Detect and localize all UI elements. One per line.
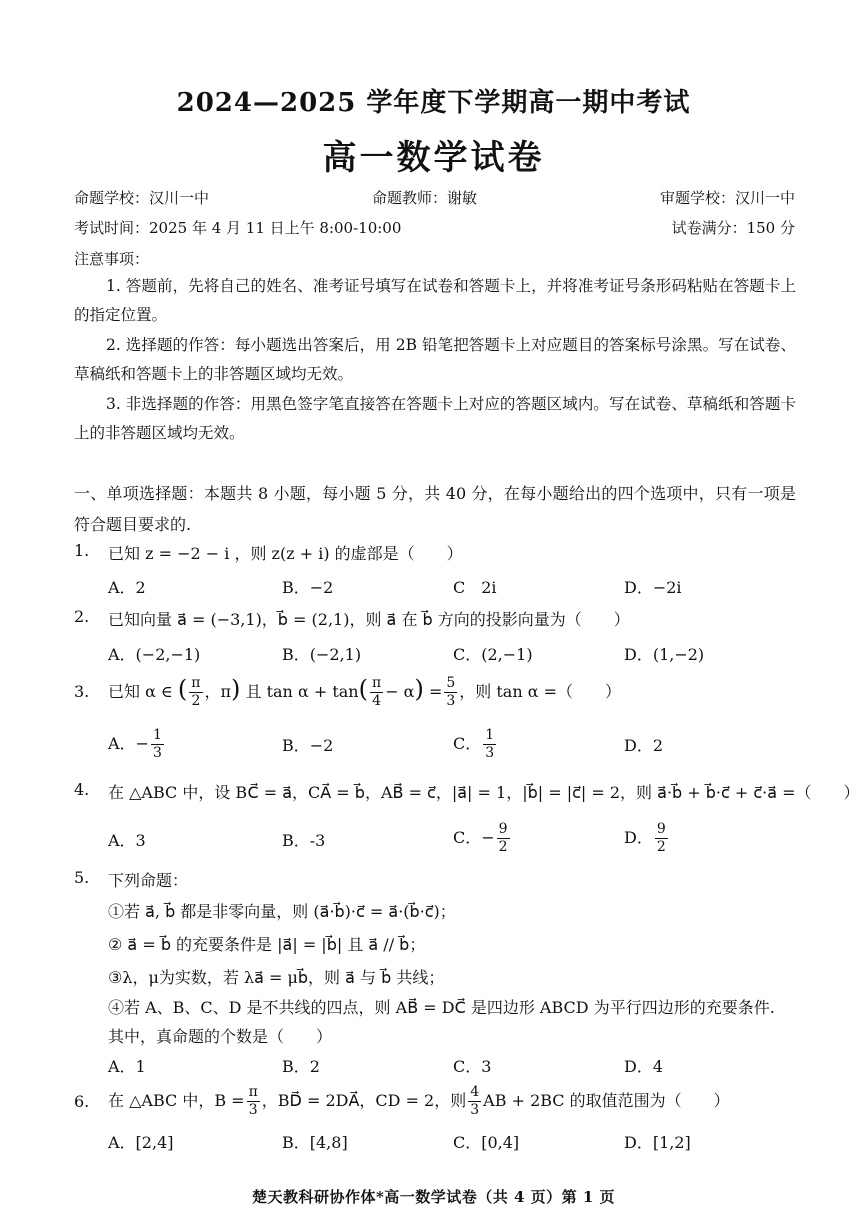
option-b: B．−2 (282, 578, 334, 597)
option-d: D．2 (624, 736, 664, 755)
note-item-2: 2. 选择题的作答：每小题选出答案后，用 2B 铅笔把答题卡上对应题目的答案标号涂黑。写在试卷、草稿纸和答题卡上的非答题区域均无效。 (74, 336, 796, 383)
question-6-text: 在 △ABC 中，B = $\frac{\pi}{3}$ ，BD⃗ = 2DA⃗，CD = 2，则 $\frac{4}{3}$ AB + 2BC 的取值范围为（ ） (108, 1084, 730, 1118)
info-time: 考试时间：2025 年 4 月 11 日上午 8:00-10:00 (74, 219, 402, 237)
option-a: A．[2,4] (108, 1133, 174, 1152)
question-1-text: 已知 z = −2 − i ，则 z(z + i) 的虚部是（ ） (108, 544, 463, 563)
fraction: $\frac{4}{3}$ (470, 1084, 480, 1118)
question-number: 2. (74, 607, 90, 626)
option-b: B．2 (282, 1057, 320, 1076)
option-b: B．(−2,1) (282, 645, 362, 664)
option-d: D．4 (624, 1057, 664, 1076)
info-full-score: 试卷满分：150 分 (671, 219, 795, 237)
info-teacher: 命题教师：谢敏 (372, 189, 478, 207)
exam-title: 2024—2025 学年度下学期高一期中考试 (176, 88, 691, 118)
option-a: A．(−2,−1) (108, 645, 201, 664)
option-c: C．[0,4] (453, 1133, 520, 1152)
q5-line: ③λ，μ为实数，若 λa⃗ = μb⃗，则 a⃗ 与 b⃗ 共线； (108, 968, 445, 987)
section-heading: 一、单项选择题：本题共 8 小题，每小题 5 分，共 40 分，在每小题给出的四个选项中，只有一项是符合题目要求的. (74, 484, 796, 534)
q3-text-post: ，则 tan α =（ ） (459, 682, 622, 701)
option-c: C 2i (453, 578, 497, 597)
option-d: D．−2i (624, 578, 682, 597)
option-a: A．− $\frac{1}{3}$ (108, 727, 162, 761)
question-number: 4. (74, 780, 90, 799)
q5-line: 下列命题： (108, 871, 189, 890)
q5-line: ② a⃗ = b⃗ 的充要条件是 |a⃗| = |b⃗| 且 a⃗ // b⃗； (108, 935, 426, 954)
option-b: B．−2 (282, 736, 334, 755)
question-number: 3. (74, 682, 90, 701)
option-b: B．[4,8] (282, 1133, 348, 1152)
fraction: $\frac{\pi}{4}$ (371, 675, 382, 709)
q3-text-pre: 已知 α ∈ (108, 682, 173, 701)
question-4-text: 在 △ABC 中，设 BC⃗ = a⃗，CA⃗ = b⃗，AB⃗ = c⃗，|a⃗| = 1，|b⃗| = |c⃗| = 2，则 a⃗·b⃗ + b⃗·c⃗ + c⃗·a⃗ =（ ） (108, 783, 860, 802)
q5-line: ④若 A、B、C、D 是不共线的四点，则 AB⃗ = DC⃗ 是四边形 ABCD 为平行四边形的充要条件. (108, 998, 775, 1017)
info-review-school: 审题学校：汉川一中 (659, 189, 795, 207)
option-b: B．-3 (282, 831, 326, 850)
question-number: 6. (74, 1092, 90, 1111)
note-item-1: 1. 答题前，先将自己的姓名、准考证号填写在试卷和答题卡上，并将准考证号条形码粘贴在答题卡上的指定位置。 (74, 277, 796, 324)
option-a: A．2 (108, 578, 146, 597)
info-school: 命题学校：汉川一中 (74, 189, 210, 207)
q3-text-mid: 且 tan α + tan (245, 682, 359, 701)
question-number: 5. (74, 868, 90, 887)
note-item-3: 3. 非选择题的作答：用黑色签字笔直接答在答题卡上对应的答题区域内。写在试卷、草稿纸和答题卡上的非答题区域均无效。 (74, 395, 796, 442)
exam-subtitle: 高一数学试卷 (322, 138, 545, 178)
fraction: $\frac{\pi}{2}$ (191, 675, 201, 709)
option-d: D．[1,2] (624, 1133, 691, 1152)
question-2-text: 已知向量 a⃗ = (−3,1)，b⃗ = (2,1)，则 a⃗ 在 b⃗ 方向的投影向量为（ ） (108, 610, 630, 629)
fraction: $\frac{5}{3}$ (446, 675, 456, 709)
option-d: D． $\frac{9}{2}$ (624, 821, 666, 855)
q5-line: 其中，真命题的个数是（ ） (108, 1027, 333, 1046)
q5-line: ①若 a⃗, b⃗ 都是非零向量，则 (a⃗·b⃗)·c⃗ = a⃗·(b⃗·c⃗)； (108, 902, 456, 921)
option-a: A．3 (108, 831, 146, 850)
question-number: 1. (74, 541, 90, 560)
option-c: C．(2,−1) (453, 645, 533, 664)
option-c: C． $\frac{1}{3}$ (453, 727, 495, 761)
option-a: A．1 (108, 1057, 146, 1076)
option-c: C．− $\frac{9}{2}$ (453, 821, 508, 855)
page-footer: 楚天教科研协作体*高一数学试卷（共 4 页）第 1 页 (251, 1188, 616, 1206)
notes-heading: 注意事项： (74, 250, 150, 268)
question-3-text: 已知 α ∈ ( $\frac{\pi}{2}$ ，π) 且 tan α + tan( $\frac{\pi}{4}$ − α) = $\frac{5}{3}$ ，则 tan α =（ ） (108, 675, 622, 709)
option-d: D．(1,−2) (624, 645, 705, 664)
option-c: C．3 (453, 1057, 492, 1076)
fraction: $\frac{\pi}{3}$ (248, 1084, 258, 1118)
